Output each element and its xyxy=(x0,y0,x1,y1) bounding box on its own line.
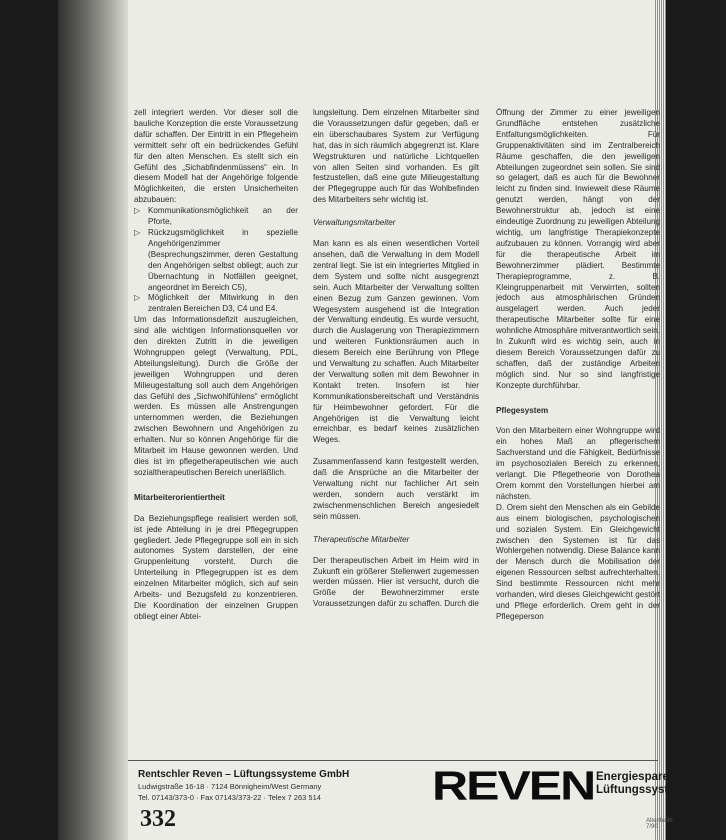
page-number: 332 xyxy=(140,806,176,832)
ad-tagline-line-1: Energiesparende xyxy=(596,771,690,783)
triangle-bullet-icon: ▷ xyxy=(134,293,141,303)
issue-footer: Altenheim 7/90 xyxy=(646,818,673,830)
magazine-page xyxy=(58,0,692,840)
text-column-1 xyxy=(134,108,298,623)
ad-company-name: Rentschler Reven – Lüftungssysteme GmbH xyxy=(138,769,350,780)
paragraph: zell integriert werden. Vor dieser soll die bauliche Konzeption die erste Voraussetzung dafür schaffen. Der Eintritt in ein Pflegeheim vermittelt sehr oft ein bedrückendes Gefühl für den alten Menschen. Es stellt sich ein Gefühl des „Sichabfindenmüssens“ ein. In diesem Modell hat der Angehörige folgende Möglichkeiten, die ersten Unsicherheiten abzubauen: xyxy=(134,108,298,205)
triangle-bullet-icon: ▷ xyxy=(134,206,141,216)
paragraph: lungsleitung. Dem einzelnen Mitarbeiter sind die Voraussetzungen dafür gegeben, daß er ein überschaubares System zur Verfügung hat, das in sich räumlich abgegrenzt ist. Klare Wegstrukturen und natürliche Lichtquellen von allen Seiten sind vorhanden. Es gilt festzustellen, daß eine gute Milieugestaltung der Pflegegruppe auch für das Wohlbefinden des Mitarbeiters sehr wichtig ist. xyxy=(313,108,479,205)
section-subheading: Therapeutische Mitarbeiter xyxy=(313,534,410,544)
section-subheading: Verwaltungsmitarbeiter xyxy=(313,218,396,228)
reven-logo: REVEN xyxy=(432,762,595,809)
text-column-3 xyxy=(496,108,660,623)
bullet-text: Möglichkeit der Mitwirkung in den zentralen Bereichen D3, C4 und E4. xyxy=(148,293,298,314)
paragraph: Von den Mitarbeitern einer Wohngruppe wird ein hohes Maß an pflegerischem Sachverstand und die Fähigkeit, Bedürfnisse im psychosozialen Bereich zu erkennen, verlangt. Die Pflegetheorie von Dorothea Orem kommt den Vorstellungen hierbei am nächsten. xyxy=(496,426,660,501)
bullet-item xyxy=(134,206,298,228)
ad-contact: Tel. 07143/373-0 · Fax 07143/373-22 · Telex 7 263 514 xyxy=(138,793,321,802)
paragraph: D. Orem sieht den Menschen als ein Gebilde aus einem biologischen, psychologischen und sozialen System. Ein Gleichgewicht zwischen den Systemen ist für das Wohlergehen notwendig. Diese Balance kann der Mensch durch die Mobilisation der eigenen Ressourcen selbst aufrechterhalten. Sind bestimmte Ressourcen nicht mehr vorhanden, wird dieses Gleichgewicht gestört und Pflege erforderlich. Orem geht in der Pflegeperson xyxy=(496,502,660,621)
paragraph: Um das Informationsdefizit auszugleichen, sind alle wichtigen Informationsquellen vor den direkten Zutritt in die jeweiligen Wohngruppen gelegt (Verwaltung, PDL, Abteilungsleitung). Durch die Größe der jeweiligen Wohngruppen und deren Milieugestaltung soll auch dem Angehörigen das Gefühl des „Sichwohlfühlens“ ermöglicht werden. Es müssen alle Anstrengungen unternommen werden, die Beziehungen zwischen Bewohnern und Angehörigen zu erhalten. Nur so können Angehörige für die Mitarbeit im Hause gewonnen werden. Und dies ist im pflegetherapeutischen wie auch sozialtherapeutischen Bereich unerläßlich. xyxy=(134,315,298,477)
section-heading: Pflegesystem xyxy=(496,405,549,415)
paragraph: Zusammenfassend kann festgestellt werden, daß die Ansprüche an die Mitarbeiter der Verwaltung nicht nur fachlicher Art sein werden, sondern auch verstärkt im zwischenmenschlichen Bereich angesiedelt sein müssen. xyxy=(313,457,479,521)
paragraph: Der therapeutischen Arbeit im Heim wird in Zukunft ein größerer Stellenwert zugemessen werden müssen. Hier ist versucht, durch die Größe der Bewohnerzimmer erste Voraussetzungen dafür zu schaffen. Durch die xyxy=(313,555,479,609)
ad-contact-block xyxy=(138,769,438,802)
bullet-item xyxy=(134,228,298,293)
text-column-2 xyxy=(313,108,479,610)
bullet-text: Rückzugsmöglichkeit in spezielle Angehörigenzimmer (Besprechungszimmer, deren Gestaltung den Angehörigen selbst obliegt; auch zur Übernachtung in Notfällen geeignet, angeordnet im Bereich C5), xyxy=(148,227,298,292)
ad-tagline xyxy=(596,771,726,797)
paragraph: Man kann es als einen wesentlichen Vorteil ansehen, daß die Verwaltung in dem Modell zentral liegt. Sie ist ein integriertes Mitglied in dem System und sollte nicht ausgegrenzt sein. Auch Mitarbeiter der Verwaltung sollten einen Bezug zum Ganzen gewinnen. Vom Wegesystem ausgehend ist die Integration der Verwaltung eindeutig. Es wurde versucht, durch die Auslagerung von Therapiezimmern und weiteren Funktionsräumen auch in diesem Bereich eine Berührung von Pflege und Verwaltung zu schaffen. Auch Mitarbeiter der Verwaltung sollen mit dem Bewohner in Kontakt treten. Insofern ist hier Kommunikationsbereitschaft und Verständnis für Heimbewohner gefordert. Für die Angehörigen ist die Verwaltung leicht erreichbar, es bedarf keines zusätzlichen Weges. xyxy=(313,239,479,445)
ad-tagline-line-2: Lüftungssysteme xyxy=(596,784,692,796)
bullet-item xyxy=(134,293,298,315)
book-spine xyxy=(58,0,128,840)
advertisement xyxy=(128,760,692,819)
paragraph: Öffnung der Zimmer zu einer jeweiligen Grundfläche entstehen zusätzliche Entfaltungsmöglichkeiten. Für Gruppenaktivitäten sind im Zentralbereich Räume geschaffen, die den jeweiligen Abteilungen zugeordnet sein sollen. Sie sind so gelagert, daß es auch für die Bewohner leicht zu finden sind. Inwieweit diese Räume genutzt werden, hängt von der Bewohnerstruktur ab, jedoch ist eine eindeutige Zuordnung zu jeweiligen Abteilung wichtig, um langfristige Therapiekonzepte aufzubauen zu können. Vorrangig wird aber für die therapeutische Arbeit im Bewohnerzimmer plädiert. Bestimmte Therapieprogramme, z. B. Kleingruppenarbeit mit Verwirrten, sollten jedoch aus atmosphärischen Gründen ausgelagert werden. Auch jeder therapeutische Mitarbeiter sollte für eine wohnliche Atmosphäre mitverantwortlich sein. In Zukunft wird es wichtig sein, auch in diesem Bereich Voraussetzungen dafür zu schaffen, daß der zuständige Arbeiten möglich sind. Nur so sind langfristige Konzepte durchführbar. xyxy=(496,108,660,390)
triangle-bullet-icon: ▷ xyxy=(134,227,141,237)
bullet-text: Kommunikationsmöglichkeit an der Pforte, xyxy=(148,206,298,227)
paragraph: Da Beziehungspflege realisiert werden soll, ist jede Abteilung in je drei Pflegegruppen gegliedert. Jede Pflegegruppe soll ein in sich autonomes System darstellen, der eine Gruppenleitung vorsteht. Durch die Unterteilung in Pflegegruppen ist es dem einzelnen Mitarbeiter möglich, sich auf sein Arbeits- und Bezugsfeld zu konzentrieren. Die Koordination der einzelnen Gruppen obliegt einer Abtei- xyxy=(134,513,298,621)
section-heading: Mitarbeiterorientiertheit xyxy=(134,492,225,502)
ad-address: Ludwigstraße 16-18 · 7124 Bönnigheim/West Germany xyxy=(138,782,322,791)
